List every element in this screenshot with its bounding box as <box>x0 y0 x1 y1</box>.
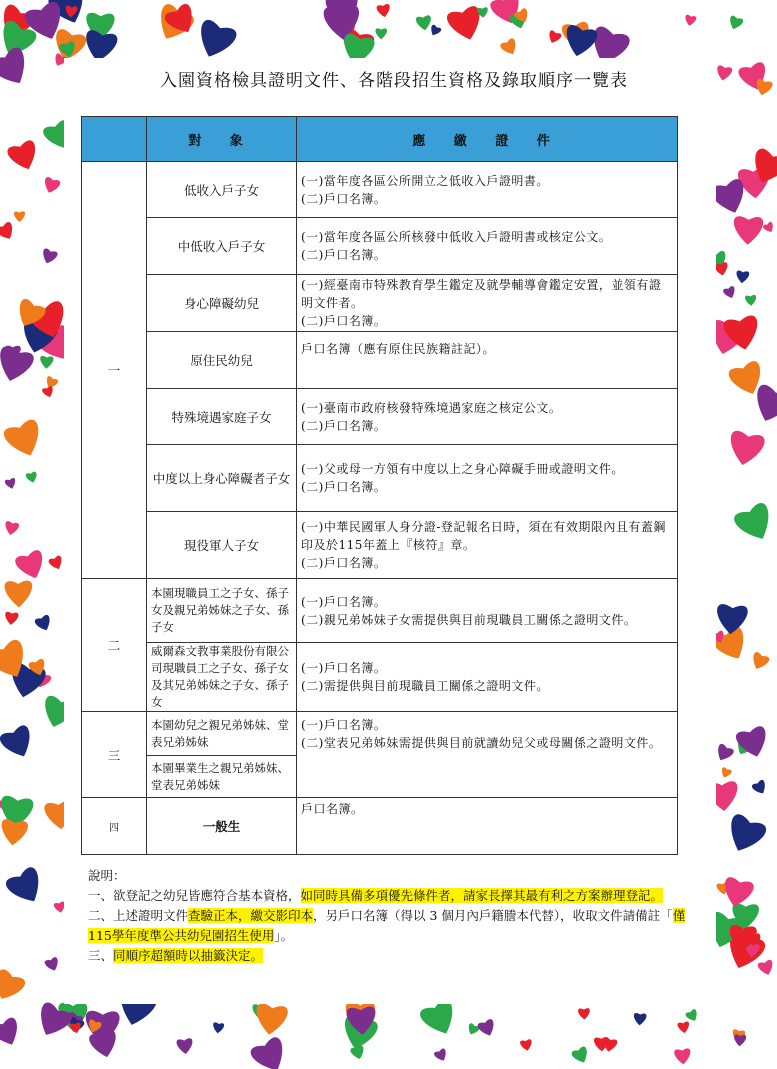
heart-shape <box>4 865 49 909</box>
object-cell: 低收入戶子女 <box>147 162 297 218</box>
heart-shape <box>212 1022 224 1034</box>
heart-shape <box>4 478 17 491</box>
heart-shape <box>685 1008 700 1023</box>
table-row <box>82 275 678 332</box>
heart-shape <box>415 15 432 32</box>
object-cell: 特殊境遇家庭子女 <box>147 389 297 445</box>
notes-section <box>88 866 692 966</box>
heart-shape <box>751 779 769 797</box>
heart-shape <box>546 30 562 46</box>
heart-shape <box>723 285 738 300</box>
object-cell: 中度以上身心障礙者子女 <box>147 445 297 512</box>
object-cell: 本園幼兒之親兄弟姊妹、堂表兄弟姊妹 <box>147 712 297 756</box>
heart-shape <box>713 743 734 764</box>
heart-shape <box>477 1018 498 1038</box>
table-row <box>82 798 678 855</box>
heart-shape <box>4 521 20 537</box>
heart-shape <box>0 221 17 243</box>
heart-shape <box>376 4 391 18</box>
object-cell: 威爾森文教事業股份有限公司現職員工之子女、孫子女及其兄弟姊妹之子女、孫子女 <box>147 643 297 712</box>
table-row <box>82 218 678 275</box>
heart-shape <box>176 1038 193 1055</box>
table-row <box>82 579 678 643</box>
heart-shape <box>375 28 387 39</box>
note-2: 二、上述證明文件查驗正本，繳交影印本，另戶口名簿（得以 3 個月內戶籍謄本代替），收取文件請備註「僅115學年度準公共幼兒園招生使用」。 <box>88 908 686 943</box>
docs-cell: (一)戶口名簿。 (二)需提供與目前現職員工關係之證明文件。 <box>297 643 678 712</box>
docs-cell: (一)經臺南市特殊教育學生鑑定及就學輔導會鑑定安置，並領有證明文件者。 (二)戶口名簿。 <box>297 275 678 332</box>
heart-shape <box>499 37 520 57</box>
docs-cell: 戶口名簿（應有原住民族籍註記）。 <box>297 332 678 389</box>
heart-shape <box>48 555 65 572</box>
table-row <box>82 512 678 579</box>
group-label: 四 <box>82 798 147 855</box>
table-row <box>82 332 678 389</box>
heart-shape <box>745 295 757 307</box>
table-row <box>82 162 678 218</box>
requirements-table <box>81 116 678 855</box>
heart-shape <box>428 24 442 37</box>
group-label: 一 <box>82 162 147 579</box>
heart-shape <box>433 1048 449 1064</box>
heart-shape <box>578 1008 590 1020</box>
heart-shape <box>726 430 766 469</box>
heart-shape <box>677 1021 690 1034</box>
heart-shape <box>40 356 54 369</box>
table-row <box>82 643 678 712</box>
heart-shape <box>714 262 729 277</box>
heart-shape <box>757 959 775 977</box>
heart-shape <box>4 611 19 625</box>
heart-shape <box>733 216 763 245</box>
object-cell: 身心障礙幼兒 <box>147 275 297 332</box>
table-row <box>82 389 678 445</box>
docs-cell: (一)當年度各區公所開立之低收入戶證明書。 (二)戶口名簿。 <box>297 162 678 218</box>
heart-shape <box>674 1048 692 1065</box>
heart-shape <box>34 614 54 633</box>
heart-shape <box>735 270 749 284</box>
heart-shape <box>42 176 61 195</box>
heart-shape <box>715 604 748 636</box>
heart-shape <box>249 1035 292 1069</box>
object-cell: 中低收入戶子女 <box>147 218 297 275</box>
heart-shape <box>684 14 697 26</box>
heart-shape <box>14 211 25 222</box>
heart-shape <box>44 956 61 973</box>
page-title: 入園資格檢具證明文件、各階段招生資格及錄取順序一覽表 <box>160 71 628 91</box>
header-group <box>82 117 147 162</box>
heart-shape <box>25 471 38 484</box>
heart-shape <box>0 724 38 763</box>
heart-shape <box>571 1046 591 1066</box>
docs-cell: (一)臺南市政府核發特殊境遇家庭之核定公文。 (二)戶口名簿。 <box>297 389 678 445</box>
object-cell: 一般生 <box>147 798 297 855</box>
object-cell: 原住民幼兒 <box>147 332 297 389</box>
heart-shape <box>520 1039 533 1052</box>
heart-shape <box>6 139 42 174</box>
docs-cell: (一)戶口名簿。 (二)親兄弟姊妹子女需提供與目前現職員工關係之證明文件。 <box>297 579 678 643</box>
heart-shape <box>0 968 27 1006</box>
heart-shape <box>4 581 32 608</box>
docs-cell: (一)中華民國軍人身分證-登記報名日時，須在有效期限內且有蓋鋼印及於115年蓋上『核符』章。 (二)戶口名簿。 <box>297 512 678 579</box>
heart-shape <box>254 1003 289 1037</box>
note-1: 一、欲登記之幼兒皆應符合基本資格，如同時具備多項優先條件者，請家長擇其最有利之方案辦理登記。 <box>88 888 664 903</box>
object-cell: 本園現職員工之子女、孫子女及親兄弟姊妹之子女、孫子女 <box>147 579 297 643</box>
heart-shape <box>633 1013 647 1026</box>
header-docs: 應 繳 證 件 <box>297 117 678 162</box>
heart-shape <box>749 651 770 672</box>
group-label: 二 <box>82 579 147 712</box>
docs-cell: (一)父或母一方領有中度以上之身心障礙手冊或證明文件。 (二)戶口名簿。 <box>297 445 678 512</box>
docs-cell: 戶口名簿。 <box>297 798 678 855</box>
heart-shape <box>719 767 732 780</box>
object-cell: 本園畢業生之親兄弟姊妹、堂表兄弟姊妹 <box>147 756 297 798</box>
heart-shape <box>0 819 29 847</box>
heart-shape <box>14 549 49 583</box>
heart-shape <box>40 248 58 266</box>
heart-shape <box>732 501 777 547</box>
heart-shape <box>727 15 744 31</box>
table-header-row <box>82 117 678 162</box>
group-label: 三 <box>82 712 147 798</box>
table-row <box>82 445 678 512</box>
heart-shape <box>722 812 768 858</box>
heart-shape <box>0 45 35 91</box>
heart-shape <box>2 418 47 462</box>
heart-shape <box>350 1045 366 1061</box>
heart-shape <box>42 386 56 399</box>
docs-cell: (一)當年度各區公所核發中低收入戶證明書或核定公文。 (二)戶口名簿。 <box>297 218 678 275</box>
note-3: 三、同順序超額時以抽籤決定。 <box>88 948 264 963</box>
table-row <box>82 712 678 756</box>
docs-cell: (一)戶口名簿。 (二)堂表兄弟姊妹需提供與目前就讀幼兒父或母關係之證明文件。 <box>297 712 678 798</box>
header-object: 對 象 <box>147 117 297 162</box>
heart-shape <box>733 1034 746 1046</box>
heart-shape <box>735 725 772 761</box>
heart-shape <box>715 65 733 82</box>
heart-shape <box>762 221 775 234</box>
heart-shape <box>418 998 461 1040</box>
heart-shape <box>192 18 238 63</box>
object-cell: 現役軍人子女 <box>147 512 297 579</box>
heart-shape <box>0 1016 24 1050</box>
notes-heading: 說明： <box>88 868 126 883</box>
